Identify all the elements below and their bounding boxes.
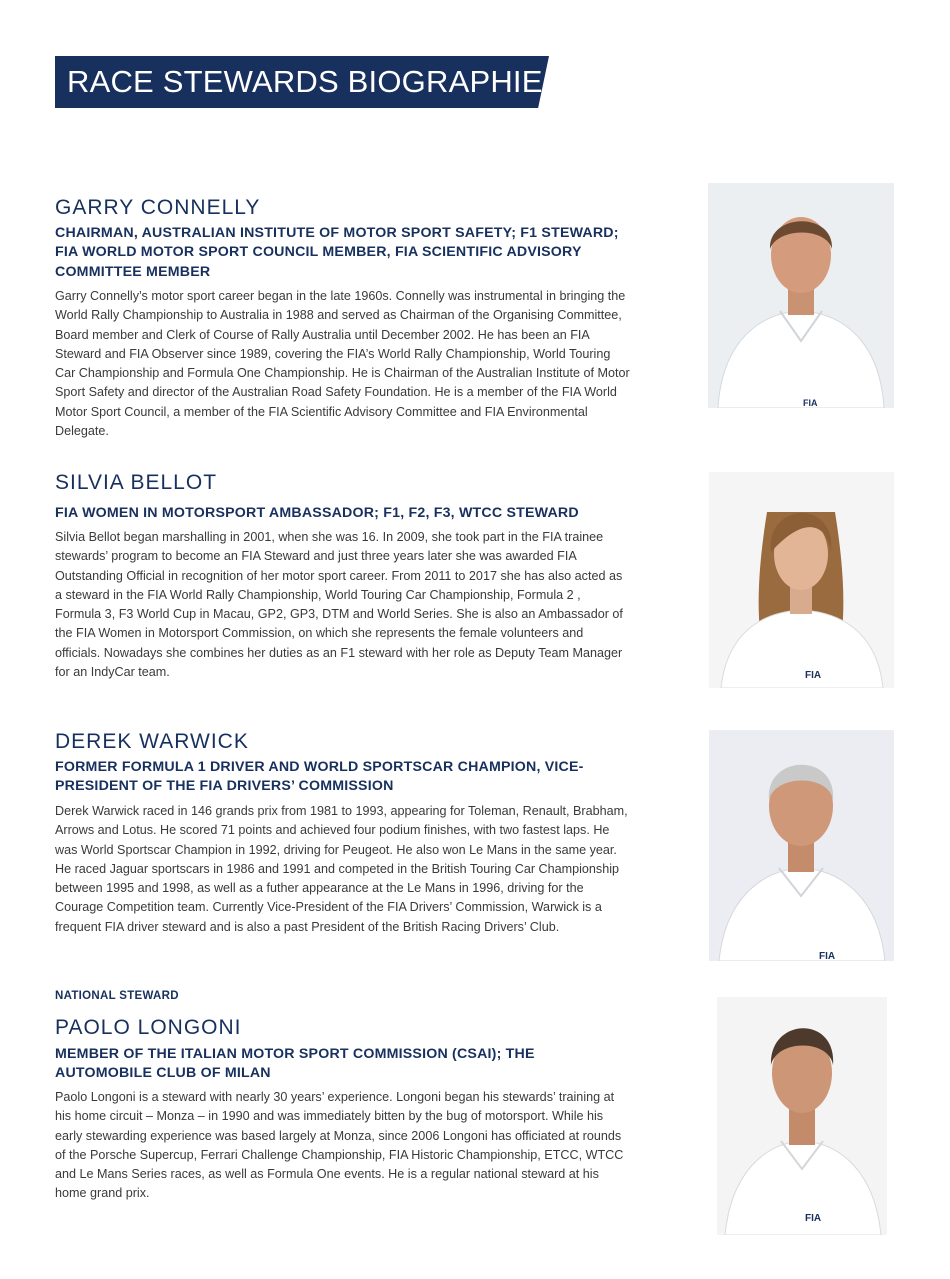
- fia-logo: FIA: [803, 398, 818, 408]
- steward-bio: Paolo Longoni is a steward with nearly 30 years’ experience. Longoni began his stewards’ training at his home circuit – Monza – in 1990 and was immediately bitten by the bug of motorsport. While his early stewarding experience was based largely at Monza, since 2006 Longoni has officiated at rounds of the Porsche Supercup, Ferrari Challenge Championship, FIA Historic Championship, ETCC, WTCC and Le Mans Series races, as well as Formula One events. He is a regular national steward at his home grand prix.: [55, 1090, 624, 1201]
- steward-portrait: [709, 730, 894, 961]
- steward-role: CHAIRMAN, AUSTRALIAN INSTITUTE OF MOTOR SPORT SAFETY; F1 STEWARD; FIA WORLD MOTOR SPORT COUNCIL MEMBER, FIA SCIENTIFIC ADVISORY COMMITTEE MEMBER: [55, 225, 619, 280]
- page-title: RACE STEWARDS BIOGRAPHIES: [67, 64, 564, 99]
- steward-bio: Garry Connelly’s motor sport career began in the late 1960s. Connelly was instrumental in bringing the World Rally Championship to Australia in 1988 and served as Chairman of the Organising Committee, Board member and Clerk of Course of Rally Australia until December 2002. He has been an FIA Steward and FIA Observer since 1989, covering the FIA’s World Rally Championship, World Touring Car Championship and Formula One Championship. He is Chairman of the Australian Institute of Motor Sport Safety and director of the Australian Road Safety Foundation. He is a member of the FIA World Motor Sport Council, a member of the FIA Scientific Advisory Committee and FIA Environmental Delegate.: [55, 289, 630, 439]
- steward-bio: Derek Warwick raced in 146 grands prix from 1981 to 1993, appearing for Toleman, Renault, Brabham, Arrows and Lotus. He scored 71 points and achieved four podium finishes, with two fastest laps. He was World Sportscar Champion in 1992, driving for Peugeot. He also won Le Mans in the same year. He raced Jaguar sportscars in 1986 and 1991 and competed in the British Touring Car Championship between 1995 and 1998, as well as a futher appearance at the Le Mans in 1996, driving for the Courage Competition team. Currently Vice-President of the FIA Drivers’ Commission, Warwick is a frequent FIA driver steward and is also a past President of the British Racing Drivers’ Club.: [55, 804, 628, 934]
- steward-role: FIA WOMEN IN MOTORSPORT AMBASSADOR; F1, F2, F3, WTCC STEWARD: [55, 505, 579, 521]
- section-kicker: NATIONAL STEWARD: [55, 990, 179, 1002]
- steward-name: DEREK WARWICK: [55, 730, 249, 753]
- steward-name: GARRY CONNELLY: [55, 196, 261, 219]
- steward-role: MEMBER OF THE ITALIAN MOTOR SPORT COMMISSION (CSAI); THE AUTOMOBILE CLUB OF MILAN: [55, 1046, 535, 1082]
- fia-logo: FIA: [805, 1213, 822, 1224]
- fia-logo: FIA: [805, 670, 822, 681]
- fia-logo: FIA: [819, 951, 836, 961]
- steward-portrait: [708, 183, 894, 408]
- steward-bio: Silvia Bellot began marshalling in 2001, when she was 16. In 2009, she took part in the FIA trainee stewards’ program to become an FIA Steward and just three years later she was awarded FIA Outstanding Official in recognition of her motor sport career. From 2011 to 2017 she has also acted as a steward in the FIA World Rally Championship, World Touring Car Championship, Formula 2 , Formula 3, F3 World Cup in Macau, GP2, GP3, DTM and World Series. She is also an Ambassador of the FIA Women in Motorsport Commission, on which she represents the female volunteers and officials. Nowadays she combines her duties as an F1 steward with her role as Deputy Team Manager for an IndyCar team.: [55, 530, 623, 680]
- steward-portrait: [717, 997, 887, 1235]
- steward-role: FORMER FORMULA 1 DRIVER AND WORLD SPORTSCAR CHAMPION, VICE-PRESIDENT OF THE FIA DRIVERS’ COMMISSION: [55, 759, 584, 795]
- steward-portrait: [709, 472, 894, 688]
- steward-name: PAOLO LONGONI: [55, 1016, 242, 1039]
- steward-name: SILVIA BELLOT: [55, 471, 218, 494]
